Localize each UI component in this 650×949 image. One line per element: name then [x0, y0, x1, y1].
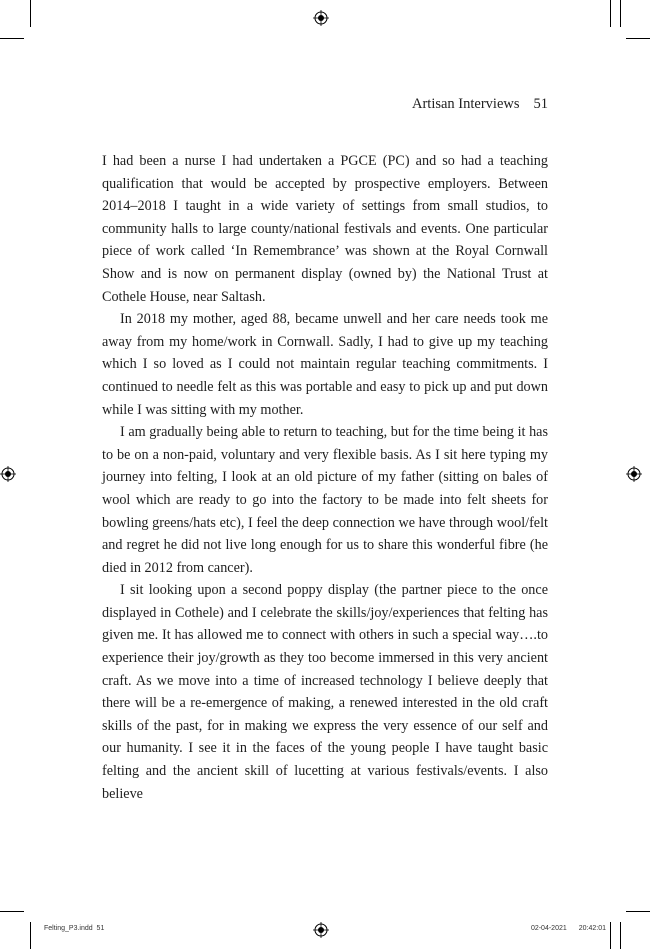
running-head: [412, 96, 548, 113]
crop-mark: [626, 38, 650, 39]
paragraph: I had been a nurse I had undertaken a PGCE (PC) and so had a teaching qualification that would be accepted by prospective employers. Between 2014–2018 I taught in a wide variety of settings from small studios, to community halls to large county/national festivals and events. One particular piece of work called ‘In Remembrance’ was shown at the Royal Cornwall Show and is now on permanent display (owned by) the National Trust at Cothele House, near Saltash.: [102, 153, 548, 305]
crop-mark: [30, 922, 31, 949]
slug-file-page: 51: [96, 925, 105, 932]
crop-mark: [0, 38, 24, 39]
paragraph: In 2018 my mother, aged 88, became unwell and her care needs took me away from my home/work in Cornwall. Sadly, I had to give up my teaching which I so loved as I could not maintain regular teaching commitments. I continued to needle felt as this was portable and easy to pick up and put down while I was sitting with my mother.: [102, 311, 548, 418]
slug-date: 02-04-2021: [530, 925, 567, 932]
paragraph: I sit looking upon a second poppy display (the partner piece to the once displayed in Cothele) and I celebrate the skills/joy/experiences that felting has given me. It has allowed me to connect with others in such a special way….to experience their joy/growth as they too become immersed in this very ancient craft. As we move into a time of increased technology I believe deeply that there will be a re-emergence of making, a renewed interested in the old craft skills of the past, for in making we express the very essence of our self and our humanity. I see it in the faces of the young people I have taught basic felting and the ancient skill of lucetting at various festivals/events. I also believe: [102, 582, 548, 802]
page-number: 51: [533, 96, 548, 112]
running-head-title: Artisan Interviews: [411, 96, 520, 112]
slug-file-name: Felting_P3.indd: [44, 925, 93, 932]
registration-mark-icon: [626, 466, 642, 482]
crop-mark: [620, 0, 621, 27]
crop-mark: [610, 922, 611, 949]
registration-mark-icon: [313, 922, 329, 938]
crop-mark: [0, 911, 24, 912]
crop-mark: [610, 0, 611, 27]
crop-mark: [620, 922, 621, 949]
slug-timestamp: [531, 925, 606, 932]
slug-time: 20:42:01: [578, 925, 606, 932]
body-text: [102, 150, 548, 805]
paragraph: I am gradually being able to return to teaching, but for the time being it has to be on a non-paid, voluntary and very flexible basis. As I sit here typing my journey into felting, I look at an old picture of my father (sitting on bales of wool which are ready to go into the factory to be made into felt sheets for bowling greens/hats etc), I feel the deep connection we have through wool/felt and regret he did not live long enough for us to share this wonderful fibre (he died in 2012 from cancer).: [102, 424, 548, 576]
crop-mark: [30, 0, 31, 27]
registration-mark-icon: [0, 466, 16, 482]
slug-file-info: [44, 925, 104, 932]
registration-mark-icon: [313, 10, 329, 26]
crop-mark: [626, 911, 650, 912]
